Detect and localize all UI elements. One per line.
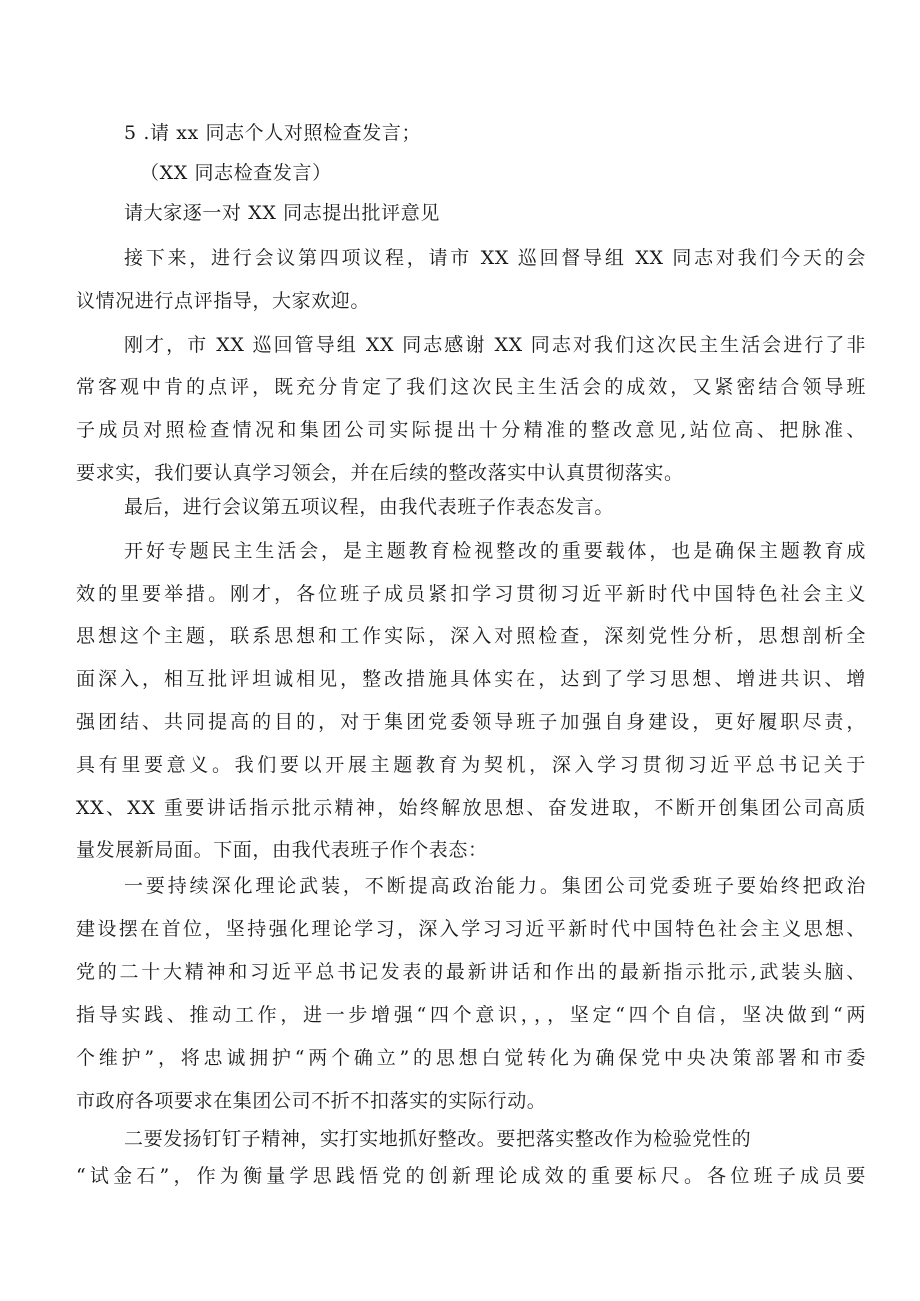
paragraph-line: 开好专题民主生活会，是主题教育检视整改的重要载体，也是确保主题教育成 xyxy=(124,540,866,562)
paragraph-line: 子成员对照检查情况和集团公司实际提出十分精准的整改意见,站位高、把脉准、 xyxy=(76,419,866,441)
paragraph-line: 一要持续深化理论武装，不断提高政治能力。集团公司党委班子要始终把政治 xyxy=(124,875,866,897)
paragraph-line: 效的里要举措。刚才，各位班子成员紧扣学习贯彻习近平新时代中国特色社会主义 xyxy=(76,583,866,605)
paragraph-line: 面深入，相互批评坦诚相见，整改措施具体实在，达到了学习思想、增进共识、增 xyxy=(76,668,866,690)
paragraph-line: 要求实，我们要认真学习领会，并在后续的整改落实中认真贯彻落实。 xyxy=(76,462,684,484)
paragraph-line: 思想这个主题，联系思想和工作实际，深入对照检查，深刻党性分析，思想剖析全 xyxy=(76,625,866,647)
paragraph-line: 具有里要意义。我们要以开展主题教育为契机，深入学习贯彻习近平总书记关于 xyxy=(76,754,866,776)
paragraph-line: 二要发扬钉钉子精神，实打实地抓好整改。要把落实整改作为检验党性的 xyxy=(124,1128,752,1150)
paragraph-line: 量发展新局面。下面，由我代表班子作个表态： xyxy=(76,839,488,861)
paragraph-line: 议情况进行点评指导，大家欢迎。 xyxy=(76,290,371,312)
paragraph-line: 个维护”，将忠诚拥护“两个确立”的思想白觉转化为确保党中央决策部署和市委 xyxy=(76,1047,866,1069)
paragraph-line: 建设摆在首位，坚持强化理论学习，深入学习习近平新时代中国特色社会主义思想、 xyxy=(76,918,866,940)
agenda-item-5: 5 .请 xx 同志个人对照检查发言； xyxy=(124,122,422,144)
paragraph-line: 最后，进行会议第五项议程，由我代表班子作表态发言。 xyxy=(124,496,615,518)
paragraph-line: 市政府各项要求在集团公司不折不扣落实的实际行动。 xyxy=(76,1090,547,1112)
paragraph-line: 党的二十大精神和习近平总书记发表的最新讲话和作出的最新指示批示,武装头脑、 xyxy=(76,961,866,983)
paragraph-line: 请大家逐一对 XX 同志提出批评意见 xyxy=(124,202,440,224)
paragraph-line: 指导实践、推动工作，进一步增强“四个意识，，，坚定“四个自信，坚决做到“两 xyxy=(76,1004,866,1026)
paragraph-line: 刚才，市 XX 巡回管导组 XX 同志感谢 XX 同志对我们这次民主生活会进行了非 xyxy=(124,334,866,356)
paragraph-line: 强团结、共同提高的目的，对于集团党委领导班子加强自身建设，更好履职尽责， xyxy=(76,711,866,733)
parenthetical-note: （XX 同志检查发言） xyxy=(140,162,332,184)
paragraph-line: XX、XX 重要讲话指示批示精神，始终解放思想、奋发进取，不断开创集团公司高质 xyxy=(76,797,866,819)
paragraph-line: 常客观中肯的点评，既充分肯定了我们这次民主生活会的成效，又紧密结合领导班 xyxy=(76,376,866,398)
paragraph-line: 接下来，进行会议第四项议程，请市 XX 巡回督导组 XX 同志对我们今天的会 xyxy=(124,247,866,269)
paragraph-line: “试金石”，作为衡量学思践悟党的创新理论成效的重要标尺。各位班子成员要 xyxy=(76,1165,866,1187)
